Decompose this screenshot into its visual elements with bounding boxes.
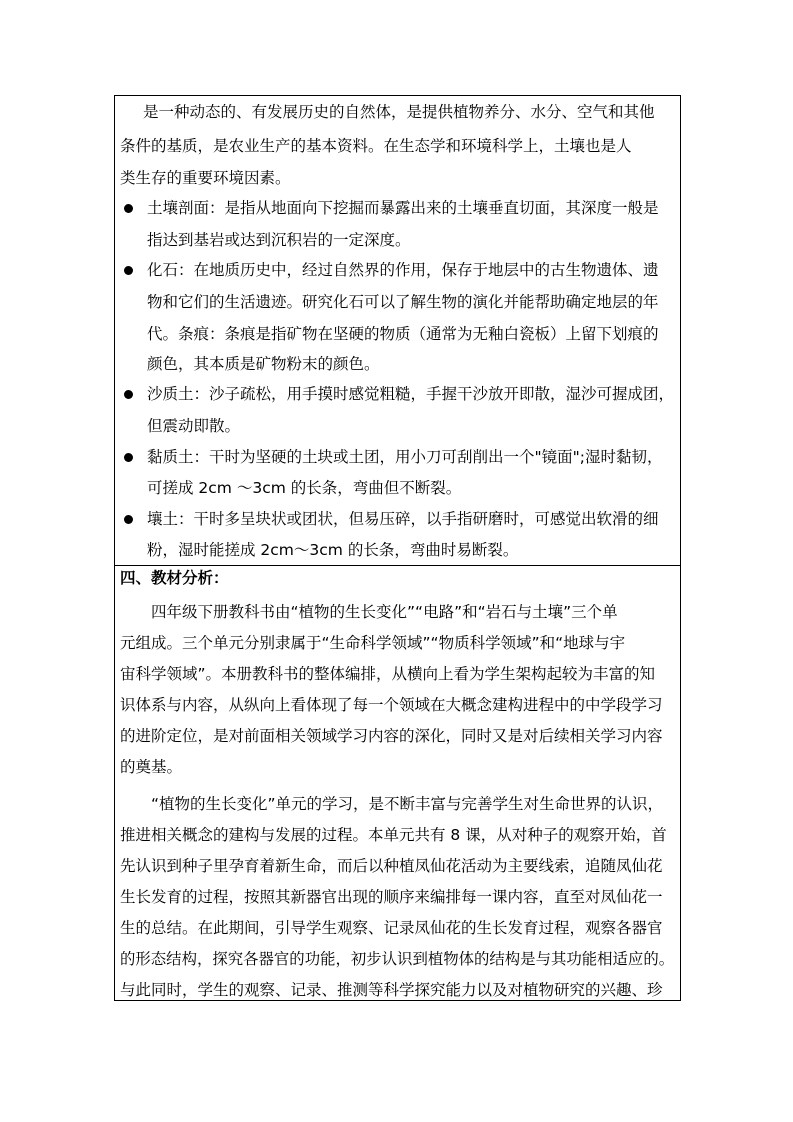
bullet-line: 土壤剖面：是指从地面向下挖掘而暴露出来的土壤垂直切面，其深度一般是 — [147, 199, 659, 217]
glossary-cell — [115, 96, 680, 565]
paragraph-line: 四年级下册教科书由“植物的生长变化”“电路”和“岩石与土壤”三个单 — [151, 603, 618, 621]
bullet-line: 壤土：干时多呈块状或团状，但易压碎，以手指研磨时，可感觉出软滑的细 — [147, 510, 659, 528]
paragraph-line: 先认识到种子里孕育着新生命，而后以种植凤仙花活动为主要线索，追随凤仙花 — [120, 857, 663, 875]
bullet-line: 化石：在地质历史中，经过自然界的作用，保存于地层中的古生物遗体、遗 — [147, 261, 659, 279]
intro-line: 是一种动态的、有发展历史的自然体，是提供植物养分、水分、空气和其他 — [143, 103, 655, 121]
intro-line: 条件的基质，是农业生产的基本资料。在生态学和环境科学上，土壤也是人 — [120, 137, 632, 155]
content-table — [114, 95, 681, 1001]
paragraph-line: 的进阶定位，是对前面相关领域学习内容的深化，同时又是对后续相关学习内容 — [120, 727, 663, 745]
paragraph-line: 生的总结。在此期间，引导学生观察、记录凤仙花的生长发育过程，观察各器官 — [120, 919, 663, 937]
bullet-line: 物和它们的生活遗迹。研究化石可以了解生物的演化并能帮助确定地层的年 — [147, 293, 659, 311]
bullet-line: 指达到基岩或达到沉积岩的一定深度。 — [147, 231, 411, 249]
paragraph-line: “植物的生长变化”单元的学习，是不断丰富与完善学生对生命世界的认识， — [151, 795, 664, 813]
bullet-icon — [124, 453, 133, 462]
bullet-line: 粉，湿时能搓成 2cm～3cm 的长条，弯曲时易断裂。 — [147, 541, 519, 559]
paragraph-line: 宙科学领域”。本册教科书的整体编排，从横向上看为学生架构起较为丰富的知 — [120, 665, 656, 683]
bullet-line: 但震动即散。 — [147, 417, 241, 435]
bullet-line: 可搓成 2cm ～3cm 的长条，弯曲但不断裂。 — [147, 479, 462, 497]
bullet-line: 颜色，其本质是矿物粉末的颜色。 — [147, 355, 380, 373]
analysis-cell — [115, 566, 680, 1000]
paragraph-line: 识体系与内容，从纵向上看体现了每一个领域在大概念建构进程中的中学段学习 — [120, 696, 663, 714]
paragraph-line: 生长发育的过程，按照其新器官出现的顺序来编排每一课内容，直至对凤仙花一 — [120, 888, 663, 906]
bullet-icon — [124, 390, 133, 399]
bullet-icon — [124, 515, 133, 524]
paragraph-line: 元组成。三个单元分别隶属于“生命科学领域”“物质科学领域”和“地球与宇 — [120, 634, 626, 652]
section-heading: 四、教材分析： — [120, 569, 229, 587]
bullet-icon — [124, 204, 133, 213]
bullet-line: 沙质土：沙子疏松，用手摸时感觉粗糙，手握干沙放开即散，湿沙可握成团， — [147, 385, 675, 403]
paragraph-line: 推进相关概念的建构与发展的过程。本单元共有 8 课，从对种子的观察开始，首 — [120, 826, 667, 844]
bullet-line: 黏质土：干时为坚硬的土块或土团，用小刀可刮削出一个"镜面";湿时黏韧， — [147, 448, 663, 466]
paragraph-line: 与此同时，学生的观察、记录、推测等科学探究能力以及对植物研究的兴趣、珍 — [120, 981, 663, 999]
bullet-line: 代。条痕：条痕是指矿物在坚硬的物质（通常为无釉白瓷板）上留下划痕的 — [147, 325, 659, 343]
bullet-icon — [124, 266, 133, 275]
intro-line: 类生存的重要环境因素。 — [120, 169, 291, 187]
paragraph-line: 的奠基。 — [120, 758, 183, 776]
paragraph-line: 的形态结构，探究各器官的功能，初步认识到植物体的结构是与其功能相适应的。 — [120, 950, 675, 968]
